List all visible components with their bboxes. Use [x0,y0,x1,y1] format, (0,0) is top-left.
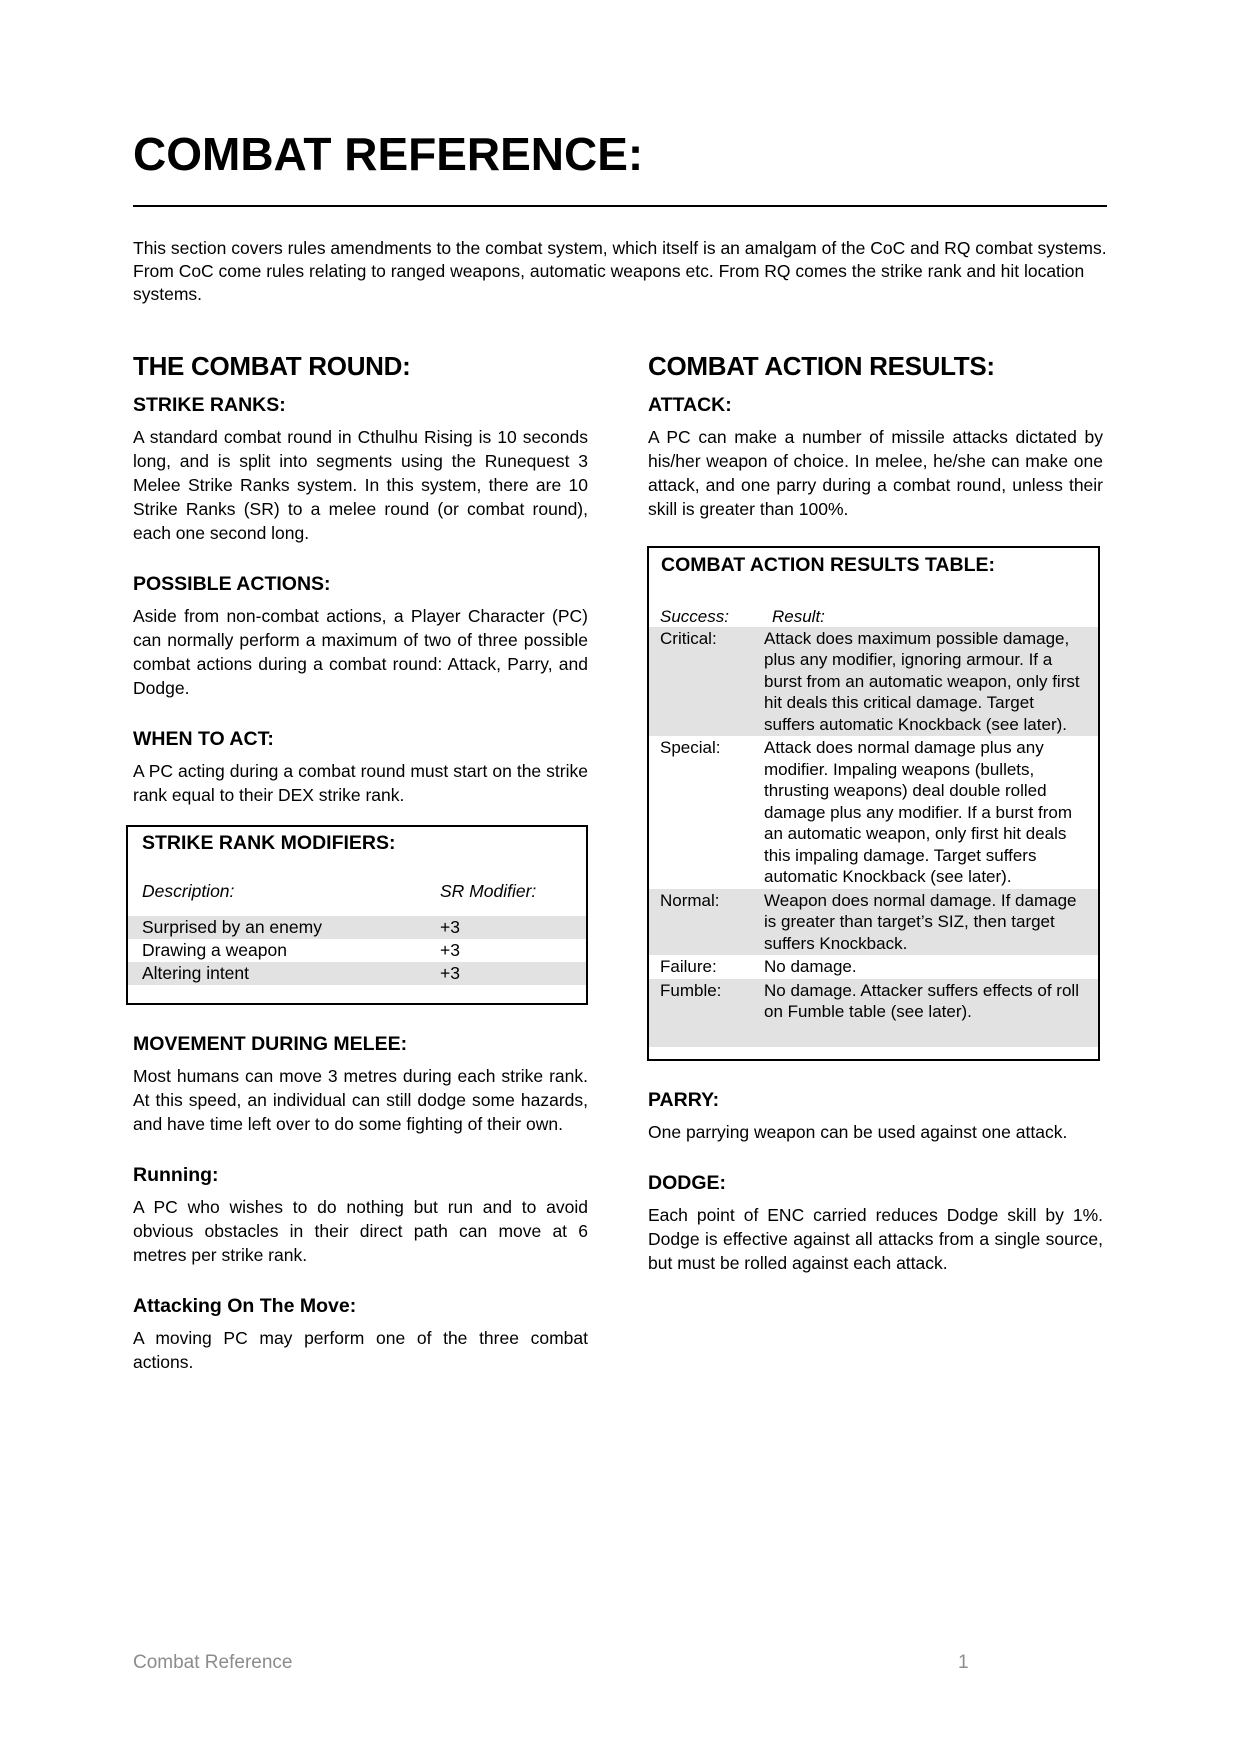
column-header-result: Result: [772,606,825,626]
strike-ranks-paragraph: A standard combat round in Cthulhu Rising is 10 seconds long, and is split into segments using the Runequest 3 Melee Strike Ranks system. In this system, there are 10 Strike Ranks (SR) to a melee round (or combat round), each one second long. [133,426,588,543]
intro-paragraph: This section covers rules amendments to the combat system, which itself is an amalgam of the CoC and RQ combat systems. From CoC come rules relating to ranged weapons, automatic weapons etc. From RQ comes the strike rank and hit location systems. [133,237,1107,304]
strike-rank-modifiers-header-row [128,880,586,902]
running-paragraph: A PC who wishes to do nothing but run and to avoid obvious obstacles in their direct path can move at 6 metres per strike rank. [133,1196,588,1265]
table-row [649,627,1098,737]
table-row [128,916,586,939]
movement-paragraph: Most humans can move 3 metres during each strike rank. At this speed, an individual can still dodge some hazards, and have time left over to do some fighting of their own. [133,1065,588,1134]
success-level-cell: Special: [660,738,721,758]
parry-paragraph: One parrying weapon can be used against one attack. [648,1121,1068,1142]
footer-page-number: 1 [958,1652,969,1673]
attack-paragraph: A PC can make a number of missile attacks dictated by his/her weapon of choice. In melee, he/she can make one attack, and one parry during a combat round, unless their skill is greater than 100%. [648,426,1103,519]
table-row [649,889,1098,956]
subheading-attack: ATTACK: [648,393,732,416]
dodge-paragraph: Each point of ENC carried reduces Dodge skill by 1%. Dodge is effective against all attacks from a single source, but must be rolled against each attack. [648,1204,1103,1273]
result-text-cell: Attack does normal damage plus any modifier. Impaling weapons (bullets, thrusting weapons) deal double rolled damage plus any modifier. If a burst from an automatic weapon, only first hit deals this impaling damage. Target suffers automatic Knockback (see later). [764,738,1073,887]
results-table-header-row [649,606,1098,627]
table-row [649,955,1098,979]
when-to-act-paragraph: A PC acting during a combat round must start on the strike rank equal to their DEX strike rank. [133,760,588,805]
success-level-cell: Normal: [660,890,720,910]
section-heading-combat-action-results: COMBAT ACTION RESULTS: [648,350,995,381]
strike-rank-modifiers-rows [128,916,586,985]
table-row [128,939,586,962]
table-row [649,736,1098,889]
combat-action-results-table-title: COMBAT ACTION RESULTS TABLE: [661,553,995,576]
attacking-on-move-paragraph: A moving PC may perform one of the three combat actions. [133,1327,588,1372]
modifier-value-cell: +3 [440,939,460,960]
results-table-rows [649,627,1098,1047]
possible-actions-paragraph: Aside from non-combat actions, a Player Character (PC) can normally perform a maximum of two of three possible combat actions during a combat round: Attack, Parry, and Dodge. [133,605,588,698]
subheading-movement-during-melee: MOVEMENT DURING MELEE: [133,1032,408,1055]
strike-rank-modifiers-table [126,825,588,1005]
modifier-description-cell: Drawing a weapon [142,939,287,960]
subheading-parry: PARRY: [648,1088,720,1111]
success-level-cell: Failure: [660,957,717,977]
subheading-dodge: DODGE: [648,1171,726,1194]
result-text-cell: Attack does maximum possible damage, plus any modifier, ignoring armour. If a burst from an automatic weapon, only first hit deals this critical damage. Target suffers automatic Knockback (see later). [764,628,1080,734]
footer-document-title: Combat Reference [133,1652,293,1673]
page-title: COMBAT REFERENCE: [133,128,644,180]
result-text-cell: No damage. Attacker suffers effects of roll on Fumble table (see later). [764,980,1079,1022]
table-row [128,962,586,985]
success-level-cell: Critical: [660,628,717,648]
title-rule [133,205,1107,207]
two-column-layout [133,352,1107,1374]
combat-action-results-table [647,546,1100,1061]
strike-rank-modifiers-title: STRIKE RANK MODIFIERS: [142,831,396,854]
subheading-running: Running: [133,1163,219,1186]
result-text-cell: No damage. [764,957,857,977]
subheading-when-to-act: WHEN TO ACT: [133,727,274,750]
column-header-description: Description: [142,880,235,901]
section-heading-combat-round: THE COMBAT ROUND: [133,350,411,381]
subheading-attacking-on-the-move: Attacking On The Move: [133,1294,357,1317]
right-column [648,352,1103,1374]
column-header-success: Success: [660,606,729,626]
left-column [133,352,588,1374]
subheading-possible-actions: POSSIBLE ACTIONS: [133,572,331,595]
subheading-strike-ranks: STRIKE RANKS: [133,393,286,416]
success-level-cell: Fumble: [660,980,722,1000]
result-text-cell: Weapon does normal damage. If damage is greater than target’s SIZ, then target suffers Knockback. [764,890,1077,953]
modifier-value-cell: +3 [440,916,460,937]
table-row [649,979,1098,1047]
modifier-value-cell: +3 [440,962,460,983]
modifier-description-cell: Surprised by an enemy [142,916,322,937]
modifier-description-cell: Altering intent [142,962,250,983]
column-header-sr-modifier: SR Modifier: [440,880,537,901]
